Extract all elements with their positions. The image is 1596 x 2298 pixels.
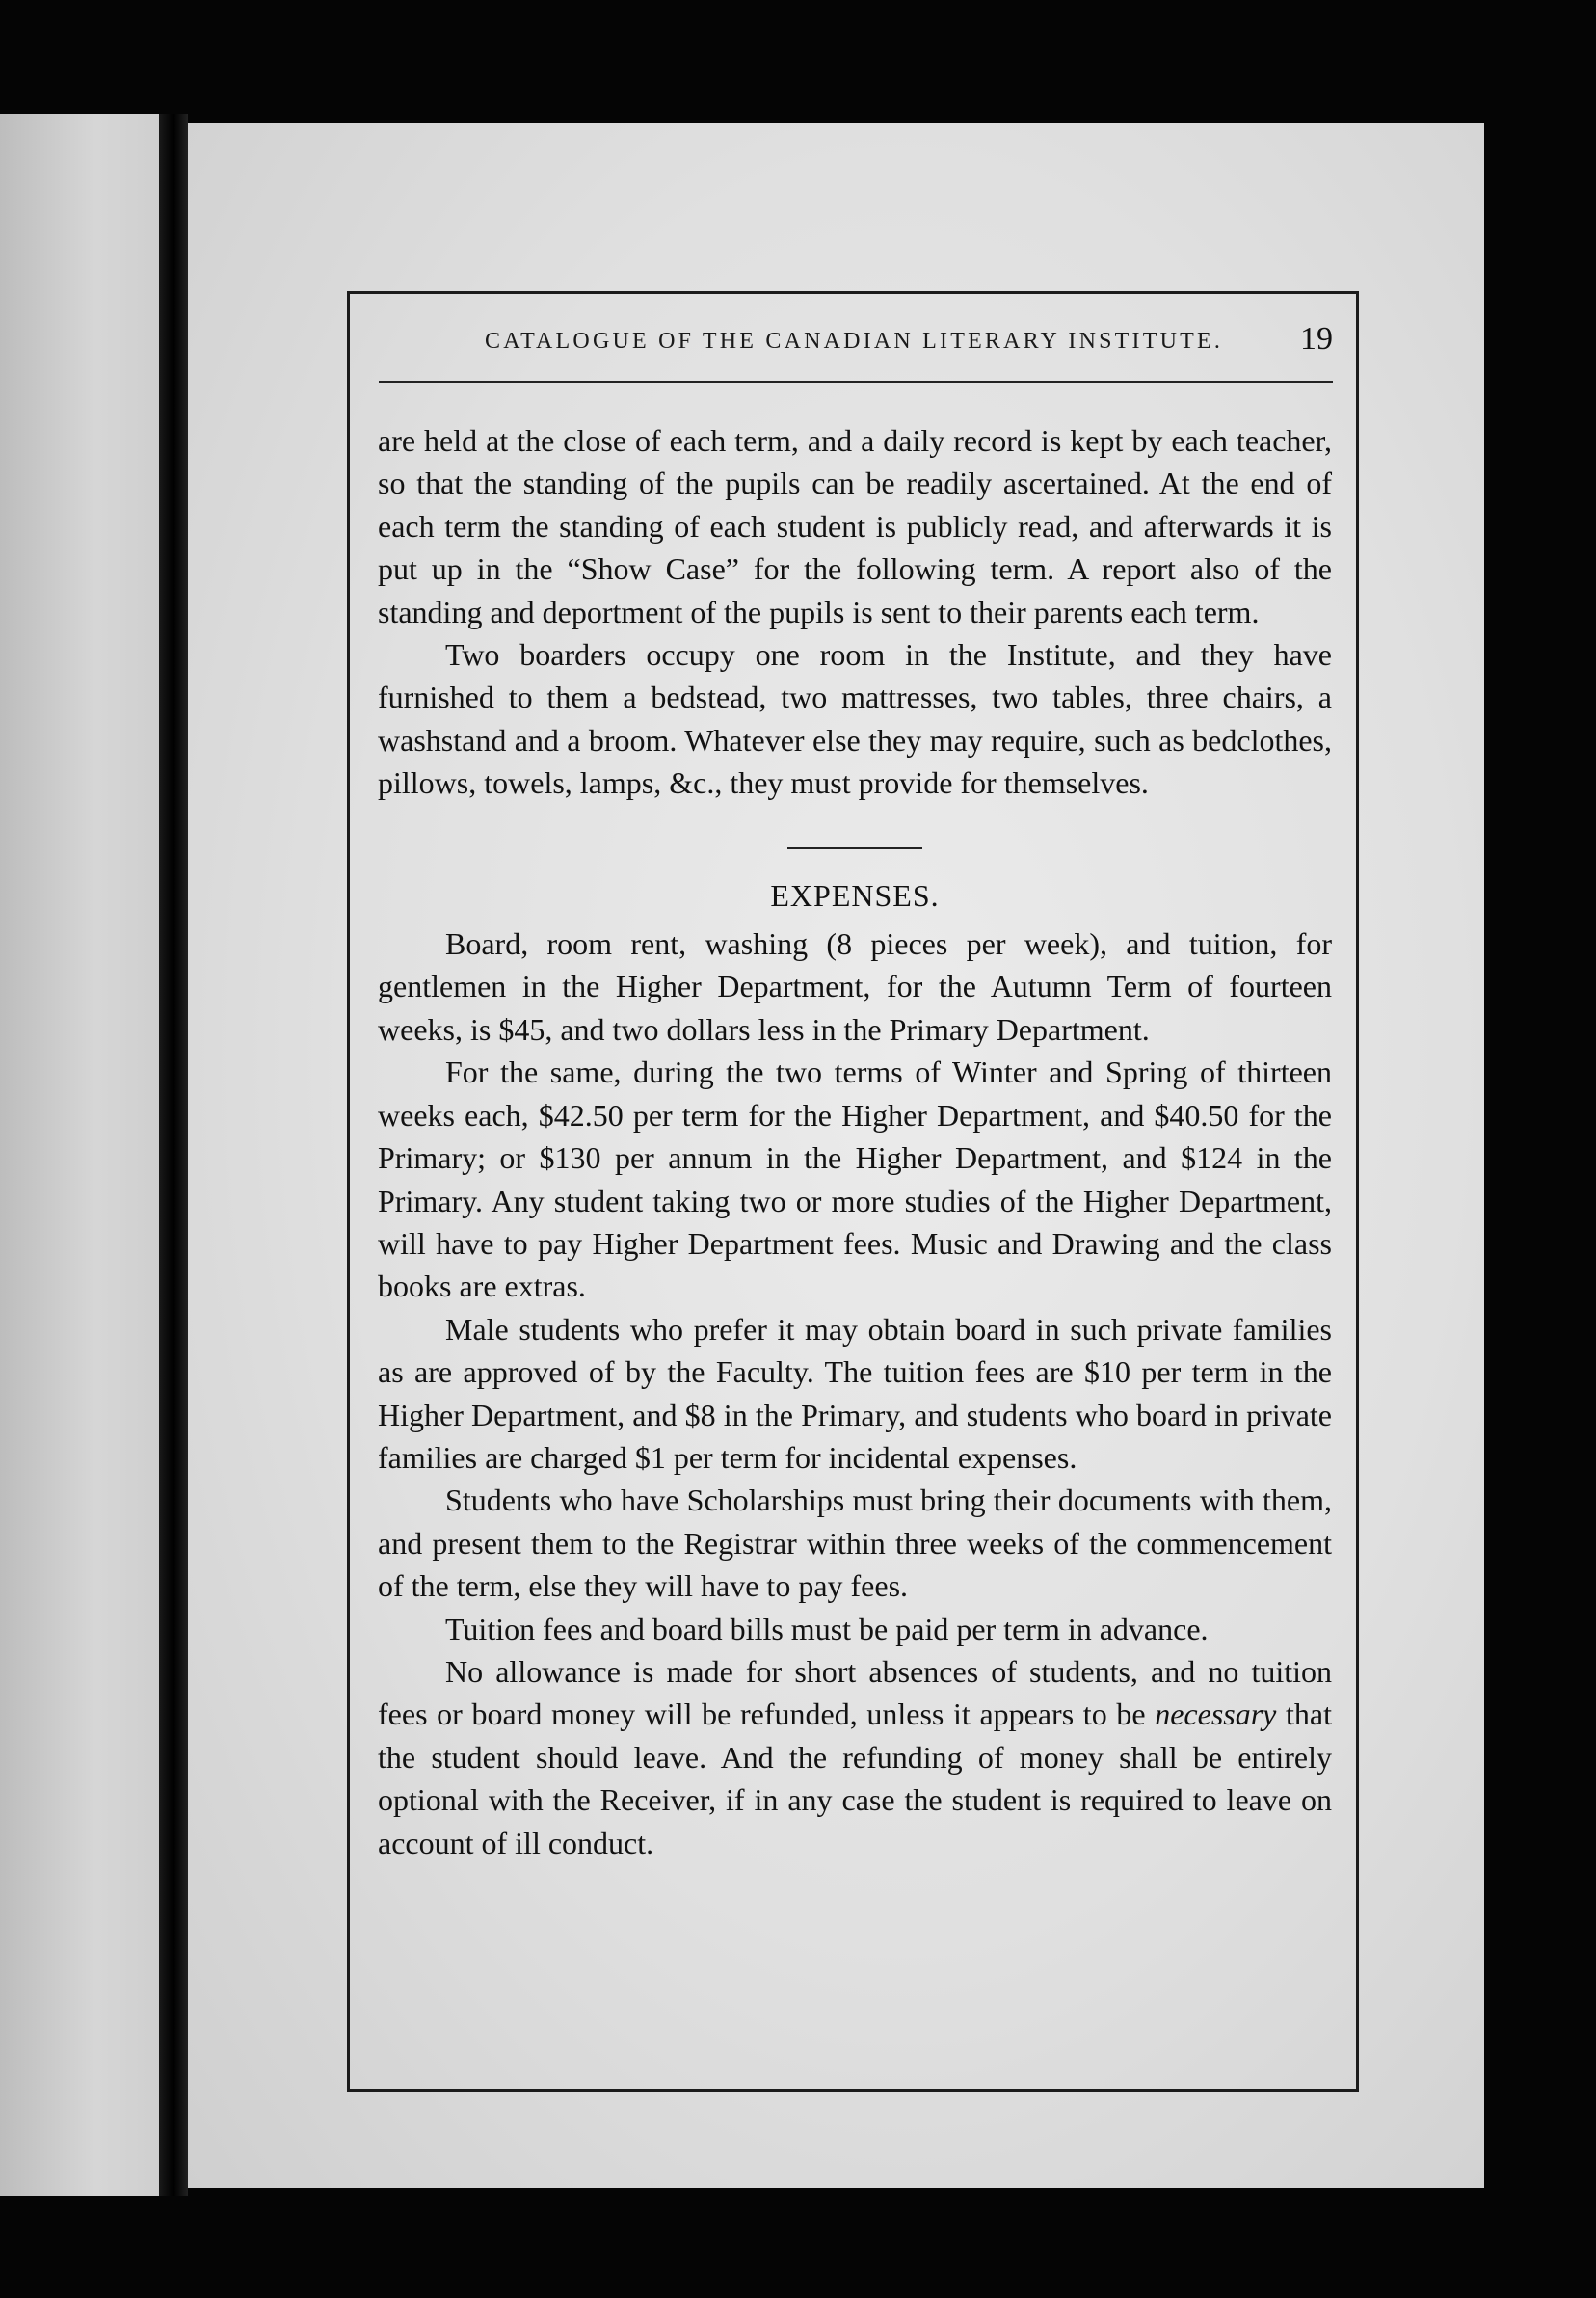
- refunds-text-end: that the student should leave. And the refunding of money shall be entirely optional with the Receiver, if in any case the student is required to leave on account of ill conduct.: [378, 1697, 1333, 1860]
- paragraph-private-board: Male students who prefer it may obtain board in such private families as are approved of by the Faculty. The tuition fees are $10 per term in the Higher Department, and $8 in the Primary, and students who board in private families are charged $1 per term for incidental expenses.: [378, 1311, 1332, 1475]
- page-frame: [347, 291, 1359, 2092]
- paragraph-winter-spring: For the same, during the two terms of Winter and Spring of thirteen weeks each, $42.50 per term for the Higher Department, and $40.50 for the Primary; or $130 per annum in the Higher Department, and $124 in the Primary. Any student taking two or more studies of the Higher Department, will have to pay Higher Department fees. Music and Drawing and the class books are extras.: [378, 1055, 1332, 1304]
- section-divider: [787, 847, 922, 849]
- paragraph-board-tuition: Board, room rent, washing (8 pieces per week), and tuition, for gentlemen in the Higher Department, for the Autumn Term of fourteen weeks, is $45, and two dollars less in the Primary Department.: [378, 926, 1332, 1047]
- paragraph-refunds: [378, 1650, 1332, 1864]
- running-title: CATALOGUE OF THE CANADIAN LITERARY INSTITUTE.: [485, 329, 1224, 354]
- book-spine: [159, 114, 188, 2196]
- facing-page-edge: [0, 114, 159, 2196]
- section-heading-expenses: EXPENSES.: [770, 877, 940, 913]
- page-number: 19: [1300, 321, 1333, 357]
- header-rule: [379, 381, 1333, 383]
- paragraph-boarders: Two boarders occupy one room in the Institute, and they have furnished to them a bedstead, two mattresses, two tables, three chairs, a washstand and a broom. Whatever else they may require, such as bedclothes, pillows, towels, lamps, &c., they must provide for themselves.: [378, 637, 1332, 801]
- paragraph-advance-payment: Tuition fees and board bills must be paid per term in advance.: [445, 1611, 1209, 1646]
- paragraph-scholarships: Students who have Scholarships must bring their documents with them, and present them to the Registrar within three weeks of the commencement of the term, else they will have to pay fees.: [378, 1483, 1332, 1604]
- paragraph-continued: are held at the close of each term, and a daily record is kept by each teacher, so that the standing of the pupils can be readily ascertained. At the end of each term the standing of each student is publicly read, and afterwards it is put up in the “Show Case” for the following term. A report also of the standing and deportment of the pupils is sent to their parents each term.: [378, 423, 1332, 629]
- refunds-text-start: No allowance is made for short absences of students, and no tuition fees or board money will be refunded, unless it appears to be: [378, 1653, 1332, 1732]
- body-text: [378, 419, 1332, 1864]
- refunds-italic-word: necessary: [1155, 1697, 1277, 1732]
- running-head: [350, 323, 1362, 361]
